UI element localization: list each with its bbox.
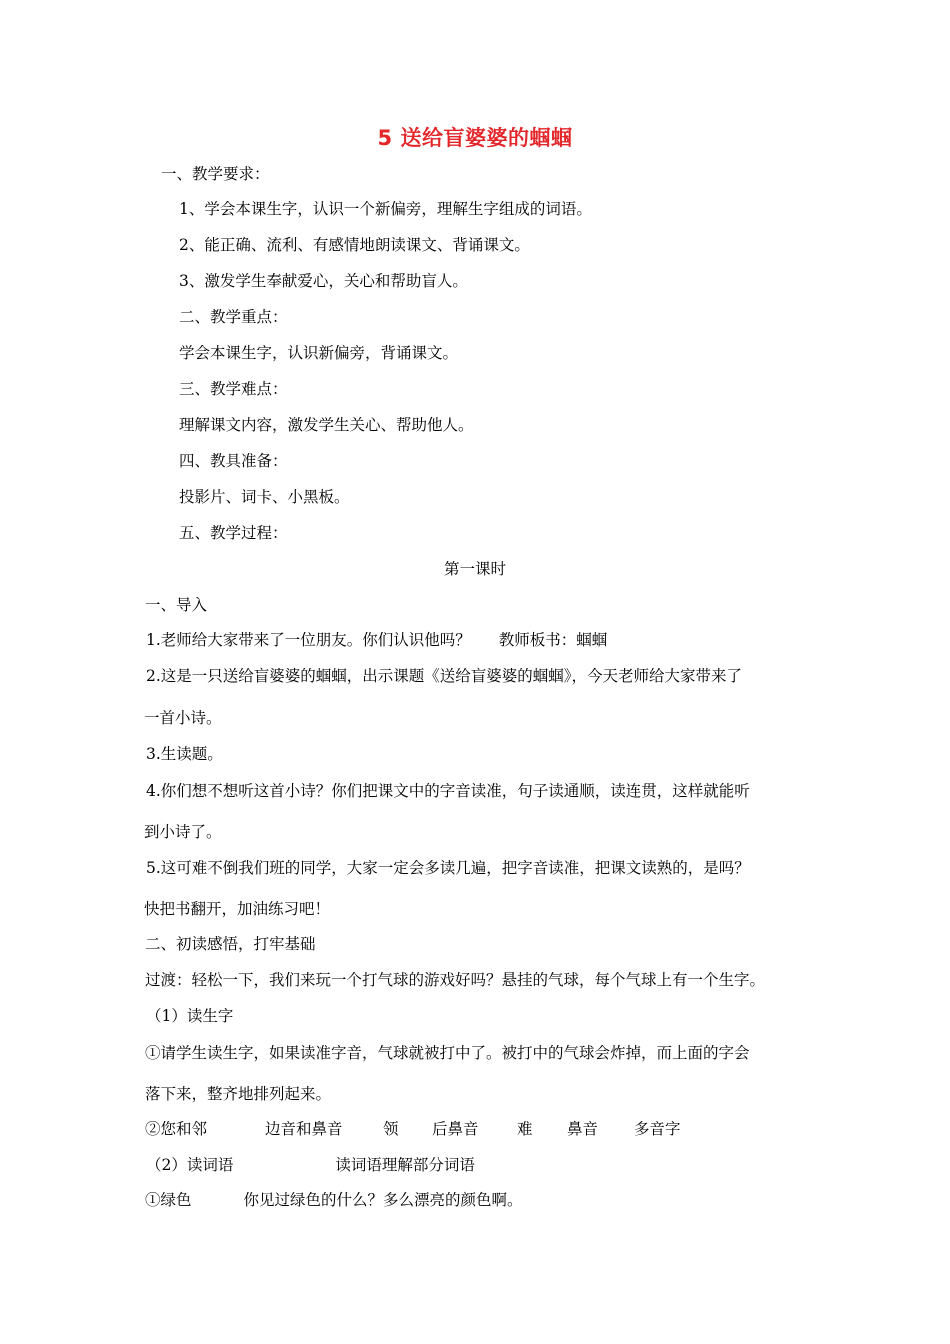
- req-item-1: 1、学会本课生字，认识一个新偏旁，理解生字组成的词语。: [179, 200, 592, 218]
- word-item-1-word: ①绿色: [145, 1191, 192, 1209]
- req-item-2: 2、能正确、流利、有感情地朗读课文、背诵课文。: [179, 236, 530, 254]
- period-heading: 第一课时: [443, 560, 506, 578]
- key-text: 学会本课生字，认识新偏旁，背诵课文。: [179, 344, 459, 362]
- intro-item-4-cont: 到小诗了。: [144, 823, 222, 841]
- phonics-word-ling: 领: [383, 1120, 399, 1138]
- req-heading: 一、教学要求：: [161, 165, 270, 183]
- tools-text: 投影片、词卡、小黑板。: [179, 488, 350, 506]
- intro-item-5: 5.这可难不倒我们班的同学，大家一定会多读几遍，把字音读准，把课文读熟的，是吗？: [146, 859, 750, 877]
- req-item-3: 3、激发学生奉献爱心，关心和帮助盲人。: [179, 272, 468, 290]
- step-2-heading: [146, 1154, 475, 1176]
- process-heading: 五、教学过程：: [179, 524, 288, 542]
- diff-heading: 三、教学难点：: [179, 380, 288, 398]
- diff-text: 理解课文内容，激发学生关心、帮助他人。: [179, 416, 474, 434]
- read-heading: 二、初读感悟，打牢基础: [145, 935, 316, 953]
- phonics-note-lateral-nasal: 边音和鼻音: [265, 1120, 343, 1138]
- phonics-note-polyphone: 多音字: [634, 1120, 681, 1138]
- phonics-word-nin-lin: ②您和邻: [145, 1120, 208, 1138]
- intro-item-2-cont: 一首小诗。: [144, 709, 222, 727]
- tools-heading: 四、教具准备：: [179, 452, 288, 470]
- step-1-item-a: ①请学生读生字，如果读准字音，气球就被打中了。被打中的气球会炸掉，而上面的字会: [145, 1044, 750, 1062]
- step-2-subtitle: 读词语理解部分词语: [335, 1156, 475, 1174]
- intro-item-1-board: 教师板书：蝈蝈: [498, 631, 608, 649]
- intro-item-3: 3.生读题。: [146, 745, 223, 763]
- step-1-item-a-cont: 落下来，整齐地排列起来。: [145, 1085, 332, 1103]
- step-1-heading: （1）读生字: [146, 1007, 234, 1025]
- intro-heading: 一、导入: [145, 596, 208, 614]
- phonics-note-nasal: 鼻音: [567, 1120, 599, 1138]
- step-2-title: （2）读词语: [146, 1156, 234, 1174]
- intro-item-1: [146, 629, 607, 651]
- intro-item-1-text: 1.老师给大家带来了一位朋友。你们认识他吗？: [146, 631, 471, 649]
- word-item-1: [145, 1189, 523, 1211]
- intro-item-2: 2.这是一只送给盲婆婆的蝈蝈，出示课题《送给盲婆婆的蝈蝈》，今天老师给大家带来了: [146, 667, 743, 685]
- phonics-note-back-nasal: 后鼻音: [432, 1120, 479, 1138]
- phonics-word-nan: 难: [517, 1120, 533, 1138]
- key-heading: 二、教学重点：: [179, 308, 288, 326]
- word-item-1-question: 你见过绿色的什么？多么漂亮的颜色啊。: [243, 1191, 523, 1209]
- intro-item-4: 4.你们想不想听这首小诗？你们把课文中的字音读准，句子读通顺，读连贯，这样就能听: [146, 782, 750, 800]
- intro-item-5-cont: 快把书翻开，加油练习吧！: [144, 900, 331, 918]
- document-title: 5 送给盲婆婆的蝈蝈: [377, 126, 573, 150]
- transition-text: 过渡：轻松一下，我们来玩一个打气球的游戏好吗？悬挂的气球，每个气球上有一个生字。: [145, 971, 766, 989]
